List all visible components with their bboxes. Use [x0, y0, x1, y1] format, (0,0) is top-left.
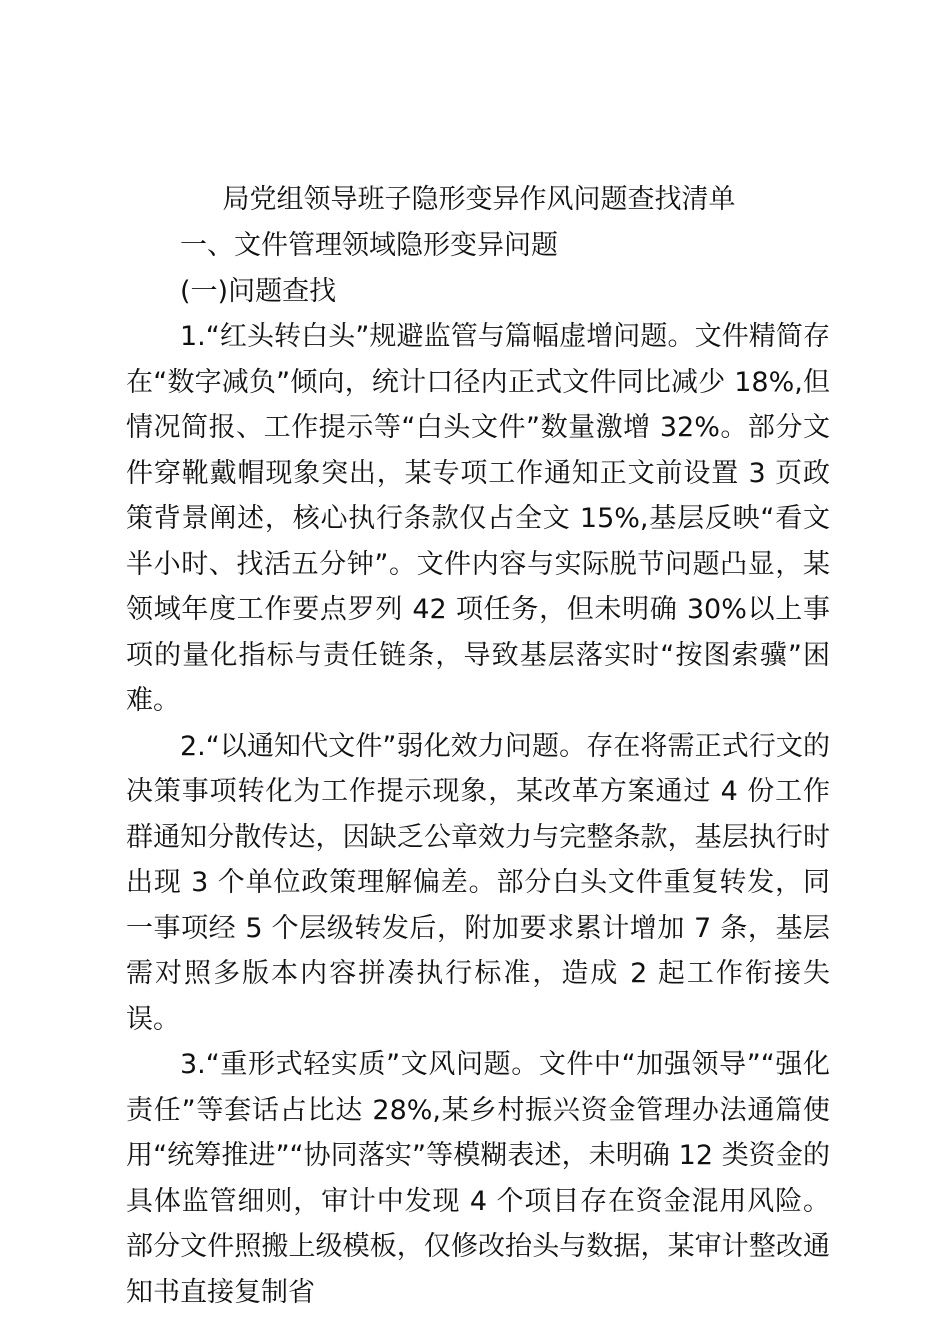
document-body [126, 223, 830, 1315]
paragraph-3: 3.“重形式轻实质”文风问题。文件中“加强领导”“强化责任”等套话占比达 28%,某乡村振兴资金管理办法通篇使用“统筹推进”“协同落实”等模糊表述，未明确 12 类资金的具体监管细则，审计中发现 4 个项目存在资金混用风险。部分文件照搬上级模板，仅修改抬头与数据，某审计整改通知书直接复制省 [126, 1049, 830, 1308]
section-heading: 一、文件管理领域隐形变异问题 [180, 230, 558, 261]
paragraph-1: 1.“红头转白头”规避监管与篇幅虚增问题。文件精简存在“数字减负”倾向，统计口径内正式文件同比减少 18%,但情况简报、工作提示等“白头文件”数量激增 32%。部分文件穿靴戴帽现象突出，某专项工作通知正文前设置 3 页政策背景阐述，核心执行条款仅占全文 15%,基层反映“看文半小时、找活五分钟”。文件内容与实际脱节问题凸显，某领域年度工作要点罗列 42 项任务，但未明确 30%以上事项的量化指标与责任链条，导致基层落实时“按图索骥”困难。 [126, 321, 830, 716]
paragraph-2: 2.“以通知代文件”弱化效力问题。存在将需正式行文的决策事项转化为工作提示现象，某改革方案通过 4 份工作群通知分散传达，因缺乏公章效力与完整条款，基层执行时出现 3 个单位政策理解偏差。部分白头文件重复转发，同一事项经 5 个层级转发后，附加要求累计增加 7 条，基层需对照多版本内容拼凑执行标准，造成 2 起工作衔接失误。 [126, 730, 830, 1035]
document-title: 局党组领导班子隐形变异作风问题查找清单 [222, 184, 736, 215]
subsection-heading: (一)问题查找 [180, 275, 337, 307]
